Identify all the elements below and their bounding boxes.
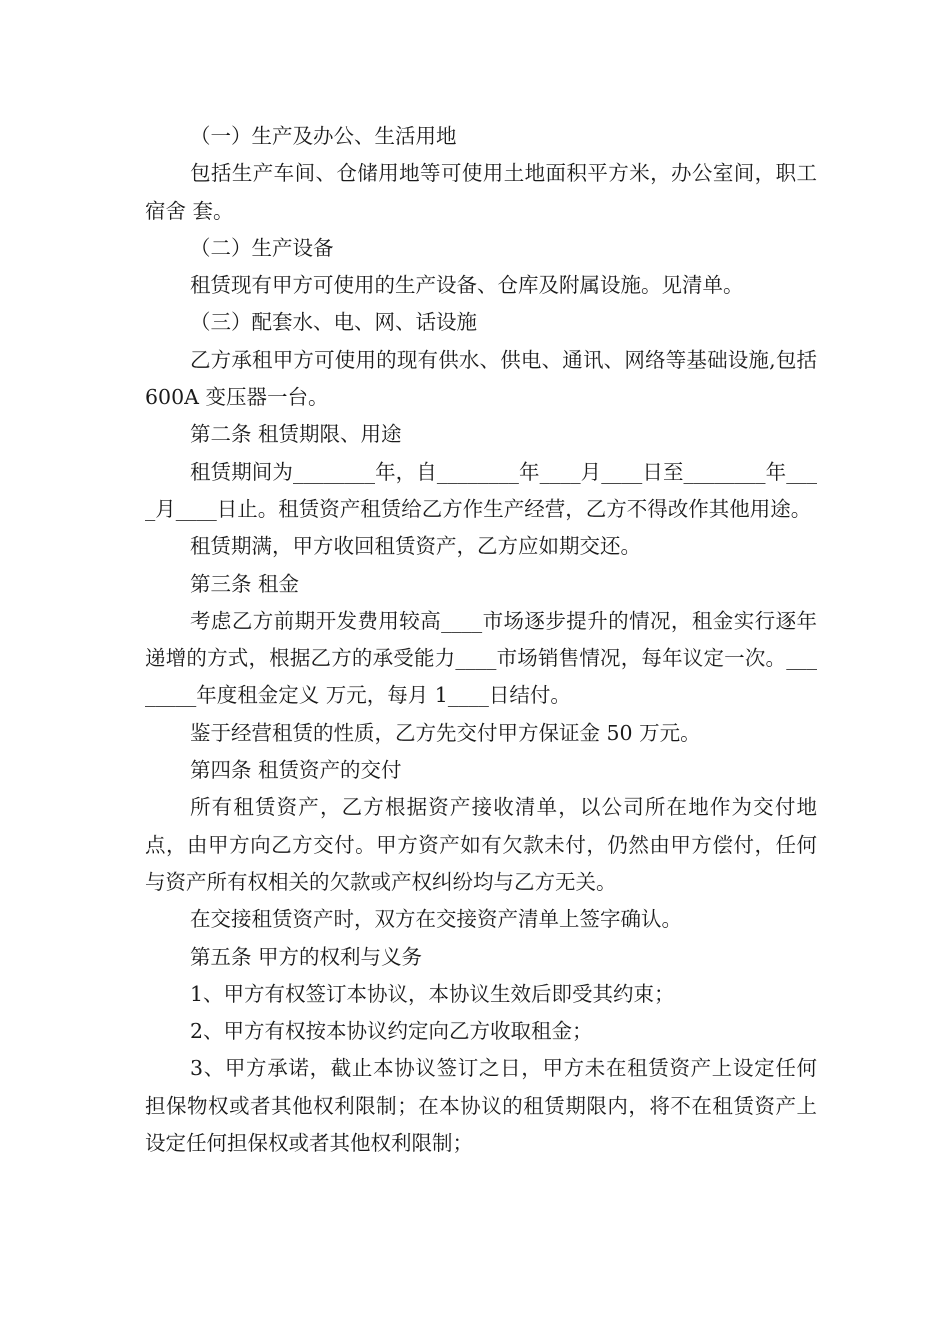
article-4-heading: 第四条 租赁资产的交付 <box>190 758 402 783</box>
list-item-right-1: 1、甲方有权签订本协议，本协议生效后即受其约束； <box>190 981 675 1006</box>
paragraph-equipment-details: 租赁现有甲方可使用的生产设备、仓库及附属设施。见清单。 <box>190 273 744 298</box>
paragraph-lease-term: 租赁期间为________年，自________年____月____日至________年____月____日止。租赁资产租赁给乙方作生产经营，乙方不得改作其他用途。 <box>145 459 817 521</box>
document-body <box>145 118 817 1162</box>
paragraph-deposit: 鉴于经营租赁的性质，乙方先交付甲方保证金 50 万元。 <box>190 720 701 745</box>
article-5-heading: 第五条 甲方的权利与义务 <box>190 944 423 969</box>
paragraph-rent-terms: 考虑乙方前期开发费用较高____市场逐步提升的情况，租金实行逐年递增的方式，根据乙方的承受能力____市场销售情况，每年议定一次。________年度租金定义 万元，每月 1____日结付。 <box>145 608 817 708</box>
list-item-right-3: 3、甲方承诺，截止本协议签订之日，甲方未在租赁资产上设定任何担保物权或者其他权利限制；在本协议的租赁期限内，将不在租赁资产上设定任何担保权或者其他权利限制； <box>145 1056 817 1156</box>
paragraph-land-details: 包括生产车间、仓储用地等可使用土地面积平方米，办公室间，职工宿舍 套。 <box>145 161 817 223</box>
section-heading-utilities: （三）配套水、电、网、话设施 <box>190 310 477 335</box>
paragraph-handover-confirmation: 在交接租赁资产时，双方在交接资产清单上签字确认。 <box>190 907 682 932</box>
section-heading-land: （一）生产及办公、生活用地 <box>190 124 457 148</box>
paragraph-lease-expiry: 租赁期满，甲方收回租赁资产，乙方应如期交还。 <box>190 534 641 559</box>
paragraph-utilities-details: 乙方承租甲方可使用的现有供水、供电、通讯、网络等基础设施,包括 600A 变压器一台。 <box>145 347 817 410</box>
paragraph-asset-delivery: 所有租赁资产，乙方根据资产接收清单，以公司所在地作为交付地点，由甲方向乙方交付。甲方资产如有欠款未付，仍然由甲方偿付，任何与资产所有权相关的欠款或产权纠纷均与乙方无关。 <box>145 795 817 894</box>
section-heading-equipment: （二）生产设备 <box>190 235 334 260</box>
article-3-heading: 第三条 租金 <box>190 571 300 596</box>
list-item-right-2: 2、甲方有权按本协议约定向乙方收取租金； <box>190 1019 593 1044</box>
article-2-heading: 第二条 租赁期限、用途 <box>190 422 402 447</box>
